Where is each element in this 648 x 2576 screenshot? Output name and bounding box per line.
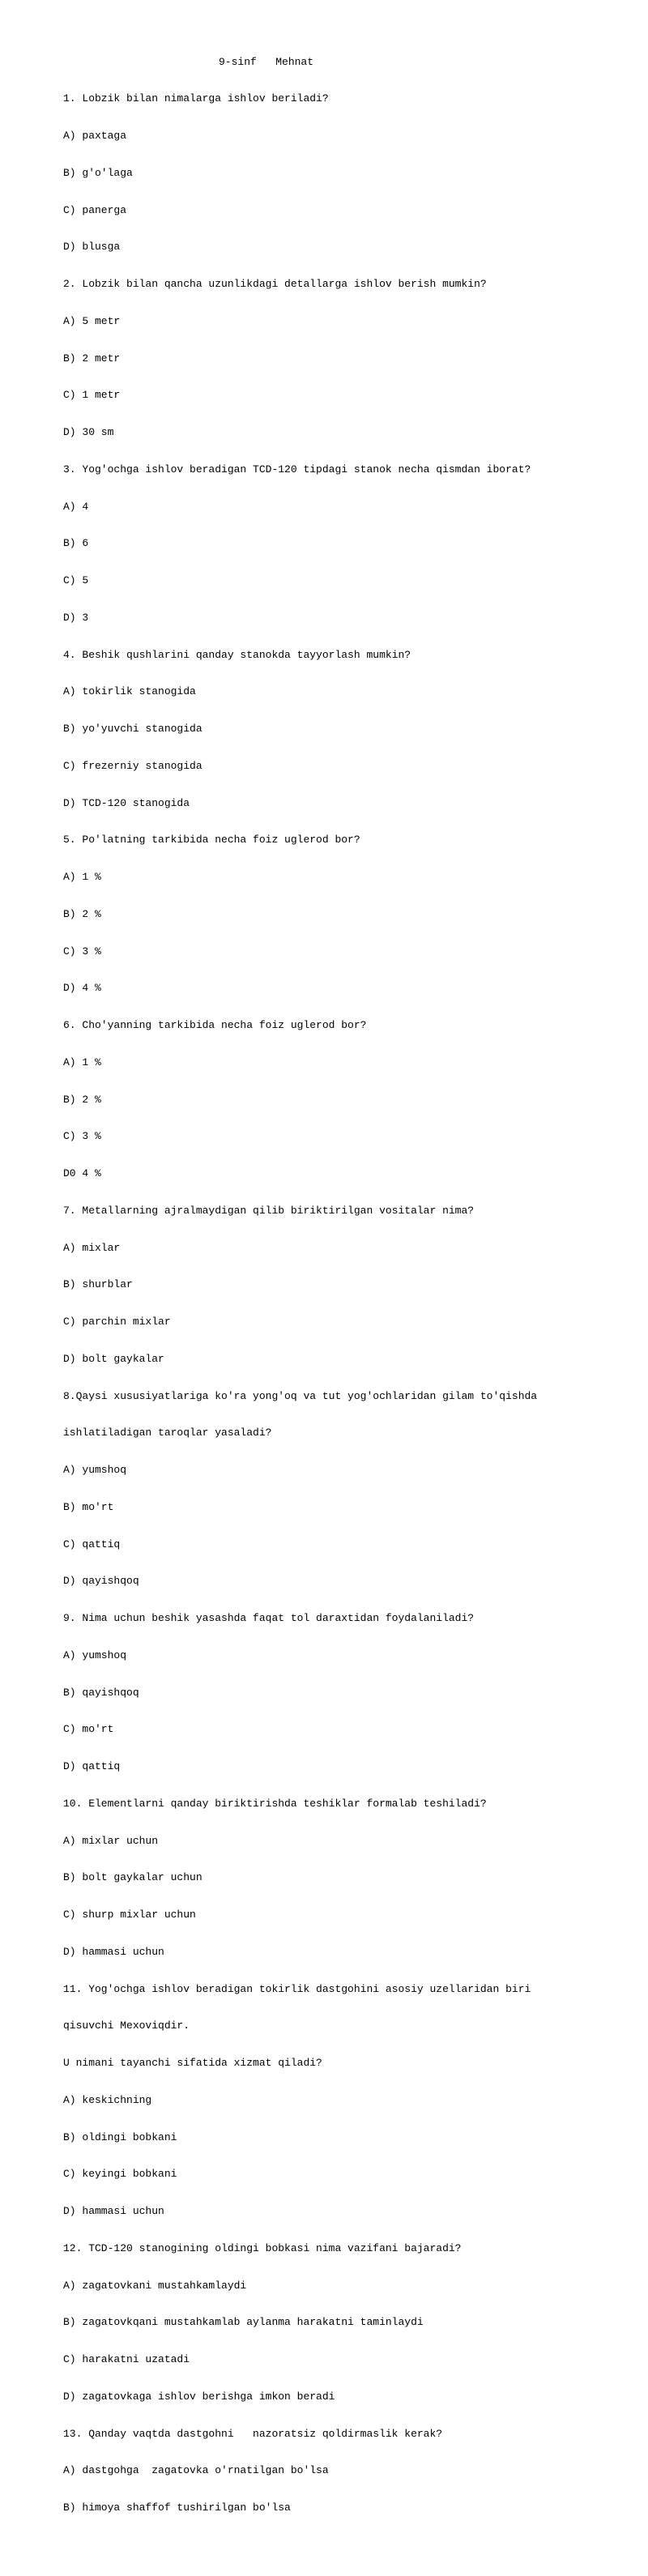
text-line: B) 2 % bbox=[63, 1093, 101, 1106]
text-line: D) TCD-120 stanogida bbox=[63, 796, 190, 809]
text-line: D) hammasi uchun bbox=[63, 2205, 164, 2217]
text-line: B) 2 % bbox=[63, 907, 101, 920]
text-line: A) mixlar bbox=[63, 1241, 121, 1254]
text-line: A) mixlar uchun bbox=[63, 1834, 159, 1847]
text-line: D) blusga bbox=[63, 241, 121, 254]
text-line: C) keyingi bobkani bbox=[63, 2168, 177, 2181]
text-line: C) frezerniy stanogida bbox=[63, 759, 202, 772]
text-line: B) zagatovkqani mustahkamlab aylanma harakatni taminlaydi bbox=[63, 2316, 424, 2329]
text-line: 8.Qaysi xususiyatlariga ko'ra yong'oq va tut yog'ochlaridan gilam to'qishda bbox=[63, 1389, 538, 1402]
text-line: A) 4 bbox=[63, 500, 89, 513]
text-line: ishlatiladigan taroqlar yasaladi? bbox=[63, 1427, 272, 1439]
text-line: A) zagatovkani mustahkamlaydi bbox=[63, 2279, 247, 2292]
document-body bbox=[63, 31, 630, 2576]
text-line: C) panerga bbox=[63, 203, 127, 216]
text-line: C) qattiq bbox=[63, 1537, 121, 1550]
text-line: 9. Nima uchun beshik yasashda faqat tol daraxtidan foydalaniladi? bbox=[63, 1612, 475, 1624]
text-line: A) yumshoq bbox=[63, 1648, 127, 1661]
text-line: A) tokirlik stanogida bbox=[63, 685, 196, 698]
text-line: 13. Qanday vaqtda dastgohni nazoratsiz qoldirmaslik kerak? bbox=[63, 2427, 443, 2440]
text-line: C) shurp mixlar uchun bbox=[63, 1909, 196, 1921]
text-line: B) qayishqoq bbox=[63, 1686, 139, 1699]
text-line: 11. Yog'ochga ishlov beradigan tokirlik dastgohini asosiy uzellaridan biri bbox=[63, 1982, 531, 1995]
text-line: 6. Cho'yanning tarkibida necha foiz uglerod bor? bbox=[63, 1019, 367, 1031]
text-line: C) 1 metr bbox=[63, 389, 121, 402]
text-line: U nimani tayanchi sifatida xizmat qiladi? bbox=[63, 2057, 322, 2069]
text-line: C) harakatni uzatadi bbox=[63, 2353, 190, 2365]
text-line: C) 5 bbox=[63, 574, 89, 586]
text-line: A) yumshoq bbox=[63, 1464, 127, 1476]
text-line: A) paxtaga bbox=[63, 130, 127, 142]
text-line: B) 6 bbox=[63, 537, 89, 550]
text-line: B) shurblar bbox=[63, 1278, 133, 1291]
text-line: 7. Metallarning ajralmaydigan qilib biriktirilgan vositalar nima? bbox=[63, 1204, 475, 1217]
text-line: A) keskichning bbox=[63, 2093, 152, 2106]
page-title: 9-sinf Mehnat bbox=[219, 55, 314, 68]
text-line: C) parchin mixlar bbox=[63, 1316, 171, 1328]
text-line: 12. TCD-120 stanogining oldingi bobkasi nima vazifani bajaradi? bbox=[63, 2241, 462, 2254]
text-line: 10. Elementlarni qanday biriktirishda teshiklar formalab teshiladi? bbox=[63, 1797, 487, 1810]
text-line: D) hammasi uchun bbox=[63, 1945, 164, 1958]
text-line: 4. Beshik qushlarini qanday stanokda tayyorlash mumkin? bbox=[63, 648, 411, 661]
text-line: A) 5 metr bbox=[63, 314, 121, 327]
text-line: B) yo'yuvchi stanogida bbox=[63, 723, 202, 735]
text-line: D) bolt gaykalar bbox=[63, 1352, 164, 1365]
text-line: A) 1 % bbox=[63, 871, 101, 883]
text-line: B) bolt gaykalar uchun bbox=[63, 1871, 202, 1884]
text-line: 5. Po'latning tarkibida necha foiz uglerod bor? bbox=[63, 834, 360, 847]
text-line bbox=[63, 2539, 630, 2551]
text-line: A) dastgohga zagatovka o'rnatilgan bo'lsa bbox=[63, 2464, 329, 2477]
text-line: C) 3 % bbox=[63, 945, 101, 957]
text-line: D) qayishqoq bbox=[63, 1575, 139, 1588]
text-line: D) 30 sm bbox=[63, 426, 114, 438]
text-line: D0 4 % bbox=[63, 1167, 101, 1179]
text-line: D) 3 bbox=[63, 611, 89, 624]
text-line: C) 3 % bbox=[63, 1130, 101, 1143]
text-line: C) mo'rt bbox=[63, 1723, 114, 1736]
text-line: B) himoya shaffof tushirilgan bo'lsa bbox=[63, 2501, 291, 2514]
text-line: B) mo'rt bbox=[63, 1500, 114, 1513]
text-line: B) oldingi bobkani bbox=[63, 2130, 177, 2143]
text-line: 2. Lobzik bilan qancha uzunlikdagi detallarga ishlov berish mumkin? bbox=[63, 278, 487, 290]
text-line: qisuvchi Mexoviqdir. bbox=[63, 2019, 190, 2032]
text-line: D) 4 % bbox=[63, 982, 101, 995]
text-line: D) zagatovkaga ishlov berishga imkon beradi bbox=[63, 2390, 335, 2403]
text-line: B) g'o'laga bbox=[63, 166, 133, 179]
text-line: 3. Yog'ochga ishlov beradigan TCD-120 tipdagi stanok necha qismdan iborat? bbox=[63, 463, 531, 476]
text-line: A) 1 % bbox=[63, 1056, 101, 1068]
text-line: D) qattiq bbox=[63, 1760, 121, 1772]
text-line: 1. Lobzik bilan nimalarga ishlov beriladi? bbox=[63, 92, 329, 105]
text-line: B) 2 metr bbox=[63, 352, 121, 365]
